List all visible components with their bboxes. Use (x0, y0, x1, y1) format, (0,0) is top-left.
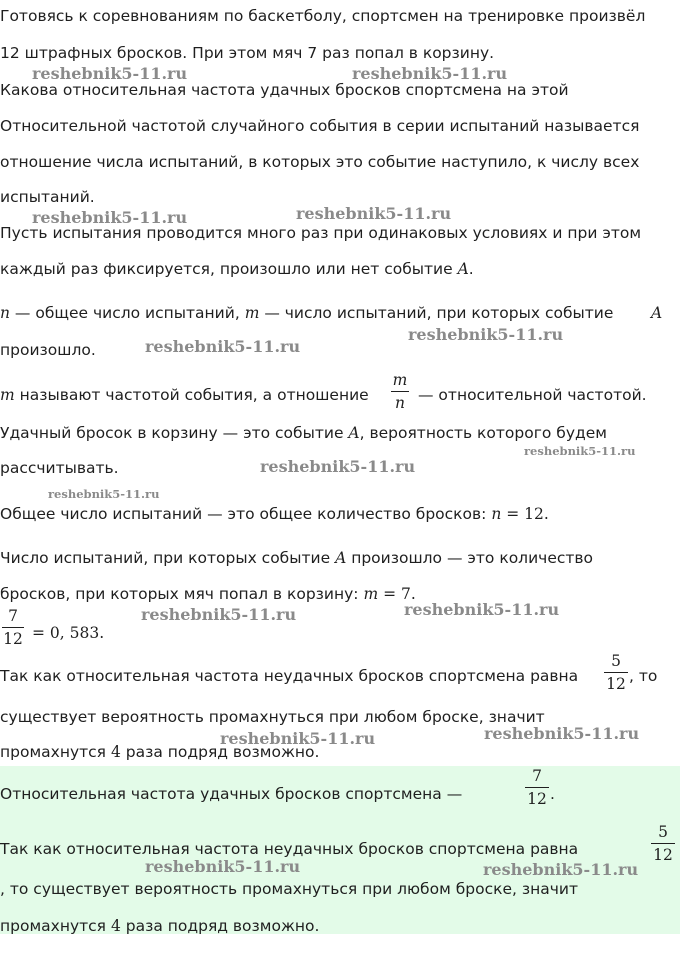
definition-line-1: Относительной частотой случайного события в серии испытаний называется (0, 117, 640, 135)
answer-fraction: 7 12 (525, 766, 549, 809)
watermark: reshebnik5-11.ru (141, 605, 297, 624)
definition-line-3: испытаний. (0, 188, 95, 206)
watermark: reshebnik5-11.ru (220, 729, 376, 748)
watermark: reshebnik5-11.ru (484, 724, 640, 743)
success-frequency-result: = 0, 583. (32, 624, 105, 642)
total-trials-line: Общее число испытаний — это общее количество бросков: n = 12. (0, 505, 549, 523)
miss-fraction: 5 12 (604, 651, 628, 694)
watermark: reshebnik5-11.ru (32, 64, 188, 83)
watermark: reshebnik5-11.ru (408, 325, 564, 344)
answer-line-1-tail: . (550, 785, 555, 803)
answer-line-2: Так как относительная частота неудачных бросков спортсмена равна (0, 840, 579, 858)
watermark: reshebnik5-11.ru (404, 600, 560, 619)
watermark: reshebnik5-11.ru (145, 337, 301, 356)
frequency-line-b: — относительной частотой. (418, 386, 647, 404)
problem-line-1: Готовясь к соревнованиям по баскетболу, спортсмен на тренировке произвёл (0, 7, 646, 25)
watermark: reshebnik5-11.ru (145, 857, 301, 876)
answer-line-1: Относительная частота удачных бросков спортсмена — (0, 785, 463, 803)
variables-line-2: произошло. (0, 341, 96, 359)
miss-line-1-tail: , то (629, 667, 658, 685)
miss-line-1: Так как относительная частота неудачных бросков спортсмена равна (0, 667, 579, 685)
answer-line-4: промахнутся 4 раза подряд возможно. (0, 917, 320, 935)
watermark: reshebnik5-11.ru (296, 204, 452, 223)
answer-line-3: , то существует вероятность промахнуться при любом броске, значит (0, 880, 578, 898)
problem-line-3: Какова относительная частота удачных бросков спортсмена на этой (0, 81, 569, 99)
variables-line-1: n — общее число испытаний, m — число испытаний, при которых событие (0, 304, 614, 322)
variables-event-symbol: A (651, 304, 663, 322)
condition-line-2: каждый раз фиксируется, произошло или нет событие A. (0, 260, 474, 278)
problem-line-2: 12 штрафных бросков. При этом мяч 7 раз попал в корзину. (0, 44, 495, 62)
answer-miss-fraction: 5 12 (651, 822, 675, 865)
miss-line-2: существует вероятность промахнуться при любом броске, значит (0, 708, 545, 726)
watermark: reshebnik5-11.ru (32, 208, 188, 227)
watermark: reshebnik5-11.ru (524, 444, 636, 458)
success-fraction: 7 12 (3, 607, 23, 648)
watermark: reshebnik5-11.ru (352, 64, 508, 83)
hits-line-1: Число испытаний, при которых событие A произошло — это количество (0, 549, 594, 567)
frequency-line-a: m называют частотой события, а отношение (0, 386, 369, 404)
watermark: reshebnik5-11.ru (483, 860, 639, 879)
event-line-2: рассчитывать. (0, 459, 119, 477)
relative-frequency-fraction: m n (392, 371, 408, 412)
hits-line-2: бросков, при которых мяч попал в корзину: m = 7. (0, 585, 416, 603)
watermark: reshebnik5-11.ru (48, 487, 160, 501)
watermark: reshebnik5-11.ru (260, 457, 416, 476)
miss-line-3: промахнутся 4 раза подряд возможно. (0, 743, 320, 761)
event-line-1: Удачный бросок в корзину — это событие A, вероятность которого будем (0, 424, 607, 442)
condition-line-1: Пусть испытания проводится много раз при одинаковых условиях и при этом (0, 224, 642, 242)
definition-line-2: отношение числа испытаний, в которых это событие наступило, к числу всех (0, 153, 640, 171)
